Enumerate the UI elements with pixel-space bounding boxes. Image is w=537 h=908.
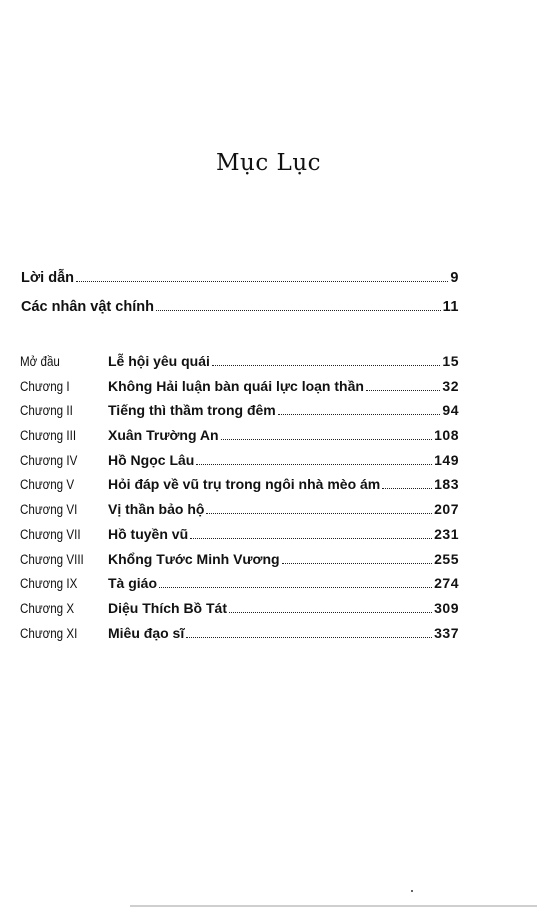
dot-leader	[76, 280, 448, 282]
toc-entry-chapter[interactable]	[20, 522, 459, 547]
chapter-number: Chương VIII	[20, 551, 84, 567]
dot-leader	[156, 309, 441, 311]
toc-entry-chapter[interactable]	[20, 423, 459, 448]
chapter-number: Chương X	[20, 600, 75, 616]
toc-page-number: 255	[434, 550, 459, 567]
chapter-number: Chương III	[20, 428, 77, 444]
dot-leader	[278, 413, 441, 415]
toc-page-number: 15	[442, 353, 459, 369]
toc-page-number: 337	[434, 624, 459, 641]
chapter-number: Chương VI	[20, 502, 78, 518]
chapter-title: Tiếng thì thầm trong đêm	[108, 402, 276, 419]
chapter-number: Chương I	[20, 378, 70, 394]
chapter-title: Lễ hội yêu quái	[108, 353, 210, 369]
toc-page-number: 309	[434, 599, 459, 616]
chapter-number: Chương IV	[20, 452, 78, 468]
chapter-number: Mở đầu	[20, 354, 60, 369]
chapter-title: Hồ Ngọc Lâu	[108, 451, 195, 468]
toc-entry-chapter[interactable]	[20, 547, 459, 572]
dot-leader	[382, 487, 432, 489]
chapter-number: Chương IX	[20, 576, 78, 592]
toc-page-number: 94	[442, 402, 459, 419]
toc-page-number: 9	[450, 270, 459, 286]
dot-leader	[206, 512, 432, 514]
front-matter-list	[21, 270, 459, 328]
toc-entry-chapter[interactable]	[20, 349, 459, 374]
dot-leader	[282, 562, 433, 564]
chapter-title: Xuân Trường An	[108, 427, 219, 444]
dot-leader	[196, 463, 432, 465]
page-edge-rule	[130, 905, 537, 907]
toc-page-number: 183	[434, 476, 459, 493]
toc-entry-label: Các nhân vật chính	[21, 299, 154, 315]
dot-leader	[186, 636, 432, 638]
toc-page-number: 108	[434, 427, 459, 444]
toc-entry-chapter[interactable]	[20, 497, 459, 522]
dot-leader	[212, 364, 441, 366]
dot-leader	[190, 537, 432, 539]
chapter-title: Hồ tuyền vũ	[108, 525, 189, 542]
chapter-title: Khổng Tước Minh Vương	[108, 550, 280, 567]
page-title: Mục Lục	[215, 150, 322, 176]
chapter-number: Chương V	[20, 477, 75, 493]
toc-entry-loi-dan[interactable]	[21, 270, 459, 299]
chapter-list	[20, 349, 459, 645]
toc-entry-label: Lời dẫn	[21, 270, 75, 286]
chapter-title: Hỏi đáp về vũ trụ trong ngôi nhà mèo ám	[108, 476, 381, 493]
toc-page-number: 231	[434, 525, 459, 542]
toc-entry-chapter[interactable]	[20, 398, 459, 423]
toc-page-number: 274	[434, 575, 459, 592]
toc-page-number: 11	[442, 299, 459, 315]
dot-leader	[366, 389, 440, 391]
chapter-title: Diệu Thích Bồ Tát	[108, 599, 227, 616]
scan-speck	[411, 890, 413, 892]
chapter-number: Chương II	[20, 403, 73, 419]
toc-entry-chapter[interactable]	[20, 472, 459, 497]
chapter-title: Vị thần bảo hộ	[108, 501, 205, 518]
chapter-number: Chương VII	[20, 526, 81, 542]
toc-entry-chapter[interactable]	[20, 571, 459, 596]
dot-leader	[229, 611, 432, 613]
chapter-number: Chương XI	[20, 625, 78, 641]
dot-leader	[159, 586, 432, 588]
toc-entry-chapter[interactable]	[20, 596, 459, 621]
toc-entry-cac-nhan-vat-chinh[interactable]	[21, 299, 459, 328]
chapter-title: Miêu đạo sĩ	[108, 624, 185, 641]
chapter-title: Tà giáo	[108, 575, 158, 592]
toc-page-number: 149	[434, 451, 459, 468]
chapter-title: Không Hải luận bàn quái lực loạn thần	[108, 377, 364, 394]
dot-leader	[221, 438, 433, 440]
toc-entry-chapter[interactable]	[20, 374, 459, 399]
toc-page-number: 32	[442, 377, 459, 394]
toc-entry-chapter[interactable]	[20, 448, 459, 473]
toc-page-number: 207	[434, 501, 459, 518]
toc-entry-chapter[interactable]	[20, 621, 459, 646]
